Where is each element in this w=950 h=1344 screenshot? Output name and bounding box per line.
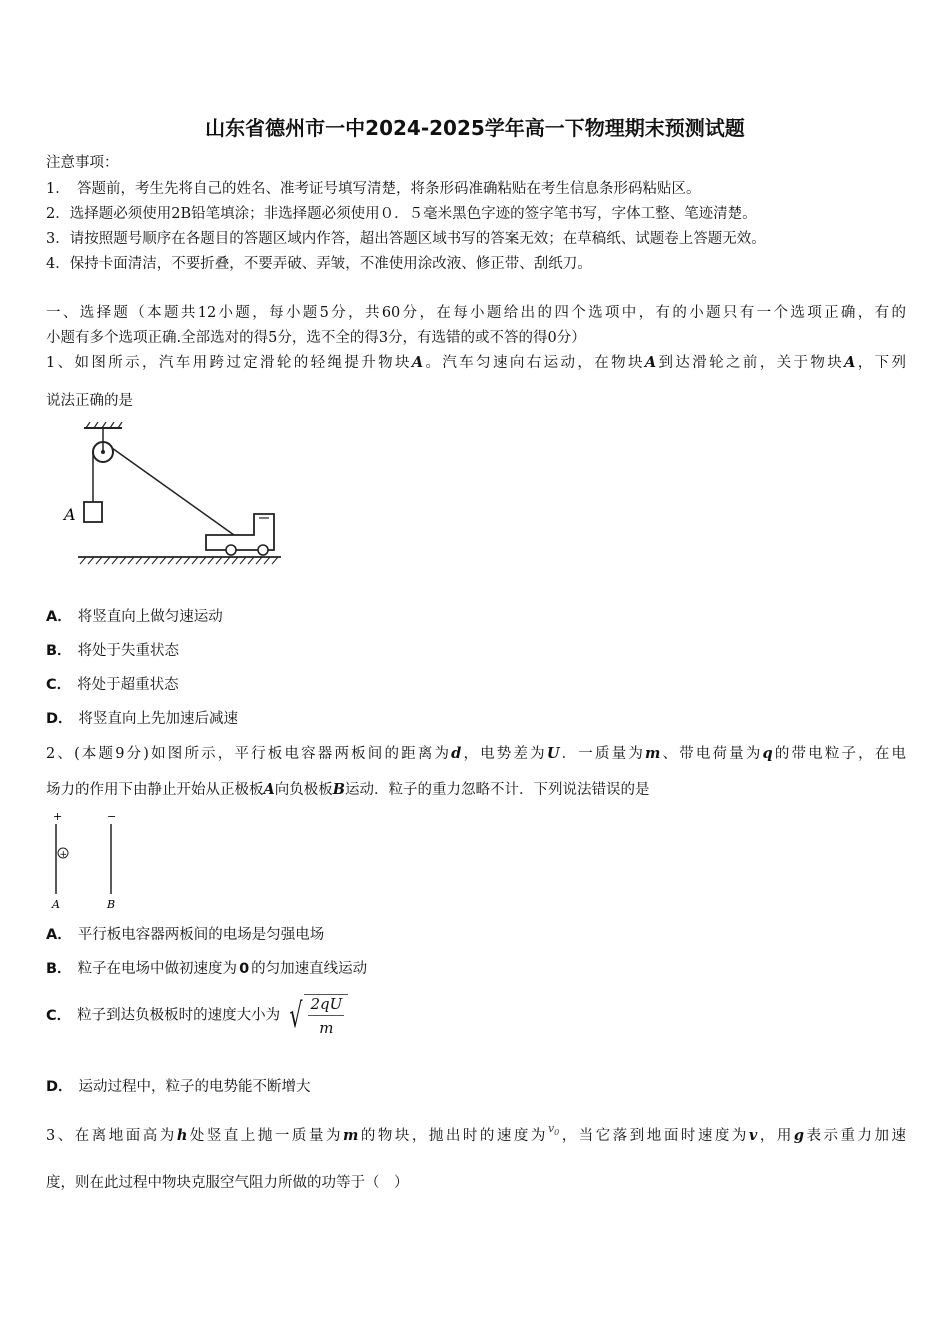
section-heading-line1: 一、选择题（本题共12小题，每小题5分，共60分，在每小题给出的四个选项中，有的小题只有一个选项正确，有的 <box>46 305 906 321</box>
notice-item: 3．请按照题号顺序在各题目的答题区域内作答，超出答题区域书写的答案无效；在草稿纸、试题卷上答题无效。 <box>46 231 766 247</box>
q1-stem-line2: 说法正确的是 <box>46 393 133 409</box>
page-title: 山东省德州市一中2024-2025学年高一下物理期末预测试题 <box>205 116 745 140</box>
q2-option-c[interactable]: C． 粒子到达负极板时的速度大小为 √ 2qU m <box>46 994 348 1037</box>
q1-option-b[interactable]: B． 将处于失重状态 <box>46 643 180 659</box>
q2-option-d[interactable]: D． 运动过程中，粒子的电势能不断增大 <box>46 1079 311 1095</box>
minus-sign: − <box>107 810 117 823</box>
q1-option-a[interactable]: A． 将竖直向上做匀速运动 <box>46 609 223 625</box>
q2-option-a[interactable]: A． 平行板电容器两板间的电场是匀强电场 <box>46 927 325 943</box>
ground-hatch <box>80 557 278 564</box>
plate-b-label: B <box>107 898 116 911</box>
block-a <box>84 502 102 522</box>
plate-a-label: A <box>52 898 60 911</box>
q2-capacitor-figure <box>46 810 126 912</box>
truck-wheel-front <box>258 545 268 555</box>
q3-stem-line1: 3、在离地面高为h处竖直上抛一质量为m的物块，抛出时的速度为$^{v_0}$，当它落到地面时速度为v，用g表示重力加速 <box>46 1122 907 1144</box>
plus-sign: + <box>53 810 63 823</box>
q2-stem-line2: 场力的作用下由静止开始从正极板A向负极板B运动．粒子的重力忽略不计．下列说法错误的是 <box>46 781 650 798</box>
q1-option-c[interactable]: C． 将处于超重状态 <box>46 677 179 693</box>
q2-option-b[interactable]: B． 粒子在电场中做初速度为 0 的匀加速直线运动 <box>46 961 368 977</box>
q1-pulley-truck-figure <box>56 422 296 572</box>
block-a-label: A <box>64 505 76 524</box>
sqrt-fraction: √ 2qU m <box>285 994 348 1037</box>
notice-item: 1． 答题前，考生先将自己的姓名、准考证号填写清楚，将条形码准确粘贴在考生信息条形码粘贴区。 <box>46 181 701 197</box>
truck-wheel-rear <box>226 545 236 555</box>
notice-item: 2．选择题必须使用2B铅笔填涂；非选择题必须使用０．５毫米黑色字迹的签字笔书写，字体工整、笔迹清楚。 <box>46 206 757 222</box>
q1-option-d[interactable]: D． 将竖直向上先加速后减速 <box>46 711 239 727</box>
notice-item: 4．保持卡面清洁，不要折叠，不要弄破、弄皱，不准使用涂改液、修正带、刮纸刀。 <box>46 256 592 272</box>
q3-stem-line2: 度，则在此过程中物块克服空气阻力所做的功等于（ ） <box>46 1175 409 1191</box>
q1-stem-line1: 1、如图所示，汽车用跨过定滑轮的轻绳提升物块A。汽车匀速向右运动，在物块A到达滑轮之前，关于物块A，下列 <box>46 354 907 371</box>
notice-heading: 注意事项： <box>46 155 119 171</box>
q2-stem-line1: 2、(本题9分)如图所示，平行板电容器两板间的距离为d，电势差为U．一质量为m、带电荷量为q的带电粒子，在电 <box>46 745 907 762</box>
rope-inclined <box>112 448 234 535</box>
section-heading-line2: 小题有多个选项正确.全部选对的得5分，选不全的得3分，有选错的或不答的得0分） <box>46 330 586 346</box>
svg-text:+: + <box>59 850 68 860</box>
